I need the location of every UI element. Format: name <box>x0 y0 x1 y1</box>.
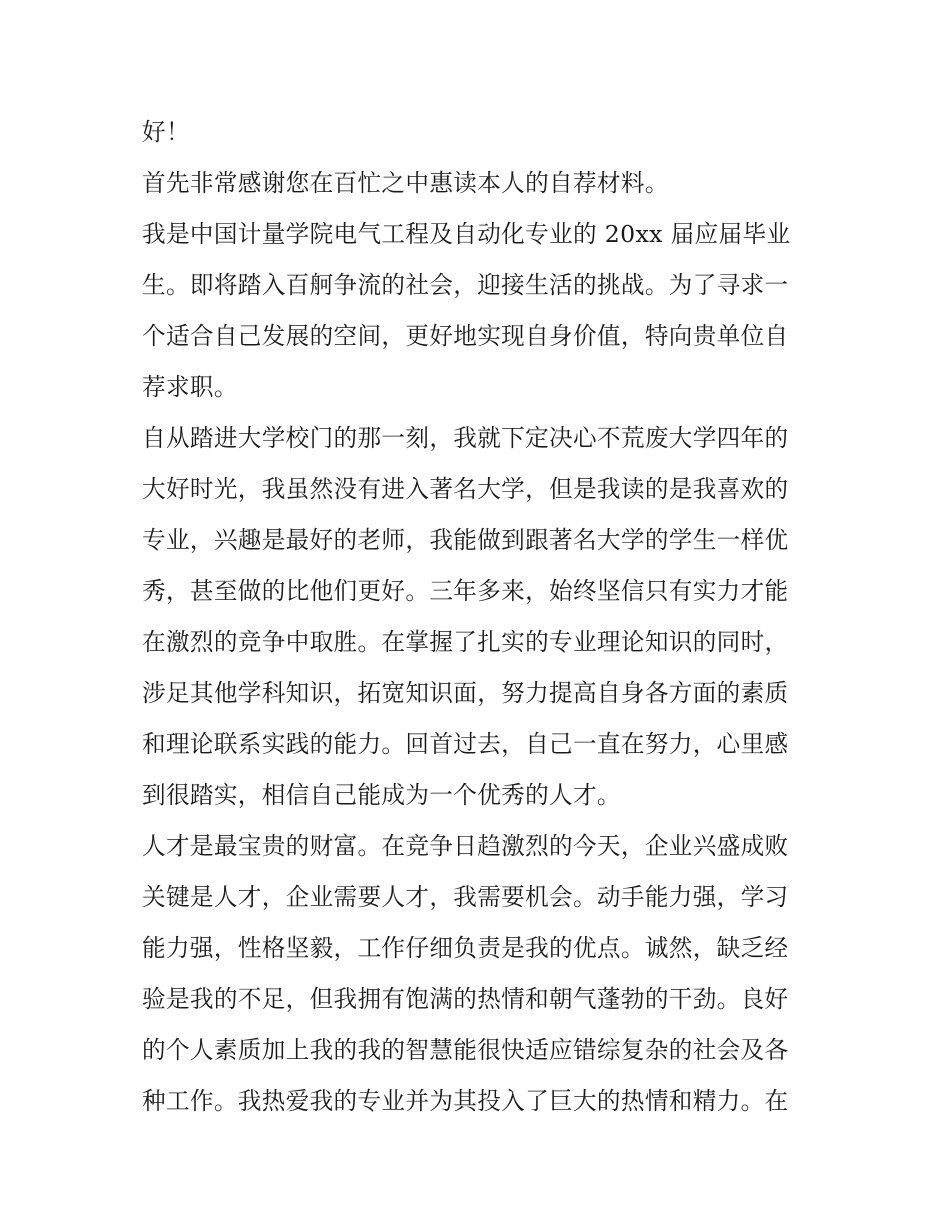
text-line: 和理论联系实践的能力。回首过去，自己一直在努力，心里感 <box>142 730 789 758</box>
text-line: 的个人素质加上我的我的智慧能很快适应错综复杂的社会及各 <box>142 1036 789 1064</box>
text-line: 大好时光，我虽然没有进入著名大学，但是我读的是我喜欢的 <box>142 475 789 503</box>
text-line: 关键是人才，企业需要人才，我需要机会。动手能力强，学习 <box>142 883 789 911</box>
text-line: 荐求职。 <box>142 373 238 401</box>
text-line: 验是我的不足，但我拥有饱满的热情和朝气蓬勃的干劲。良好 <box>142 985 789 1013</box>
text-line: 生。即将踏入百舸争流的社会，迎接生活的挑战。为了寻求一 <box>142 271 789 299</box>
text-line: 个适合自己发展的空间，更好地实现自身价值，特向贵单位自 <box>142 322 789 350</box>
text-line: 种工作。我热爱我的专业并为其投入了巨大的热情和精力。在 <box>142 1087 789 1115</box>
letter-body <box>142 107 817 1127</box>
text-line: 好！ <box>142 118 190 146</box>
text-line: 能力强，性格坚毅，工作仔细负责是我的优点。诚然，缺乏经 <box>142 934 789 962</box>
text-line: 人才是最宝贵的财富。在竞争日趋激烈的今天，企业兴盛成败 <box>142 832 789 860</box>
text-line: 到很踏实，相信自己能成为一个优秀的人才。 <box>142 781 621 809</box>
text-line: 专业，兴趣是最好的老师，我能做到跟著名大学的学生一样优 <box>142 526 789 554</box>
text-line: 首先非常感谢您在百忙之中惠读本人的自荐材料。 <box>142 169 669 197</box>
text-line: 秀，甚至做的比他们更好。三年多来，始终坚信只有实力才能 <box>142 577 789 605</box>
text-line: 涉足其他学科知识，拓宽知识面，努力提高自身各方面的素质 <box>142 679 789 707</box>
text-line: 在激烈的竞争中取胜。在掌握了扎实的专业理论知识的同时， <box>142 628 789 656</box>
text-line: 我是中国计量学院电气工程及自动化专业的 20xx 届应届毕业 <box>142 220 791 248</box>
text-line: 自从踏进大学校门的那一刻，我就下定决心不荒废大学四年的 <box>142 424 789 452</box>
